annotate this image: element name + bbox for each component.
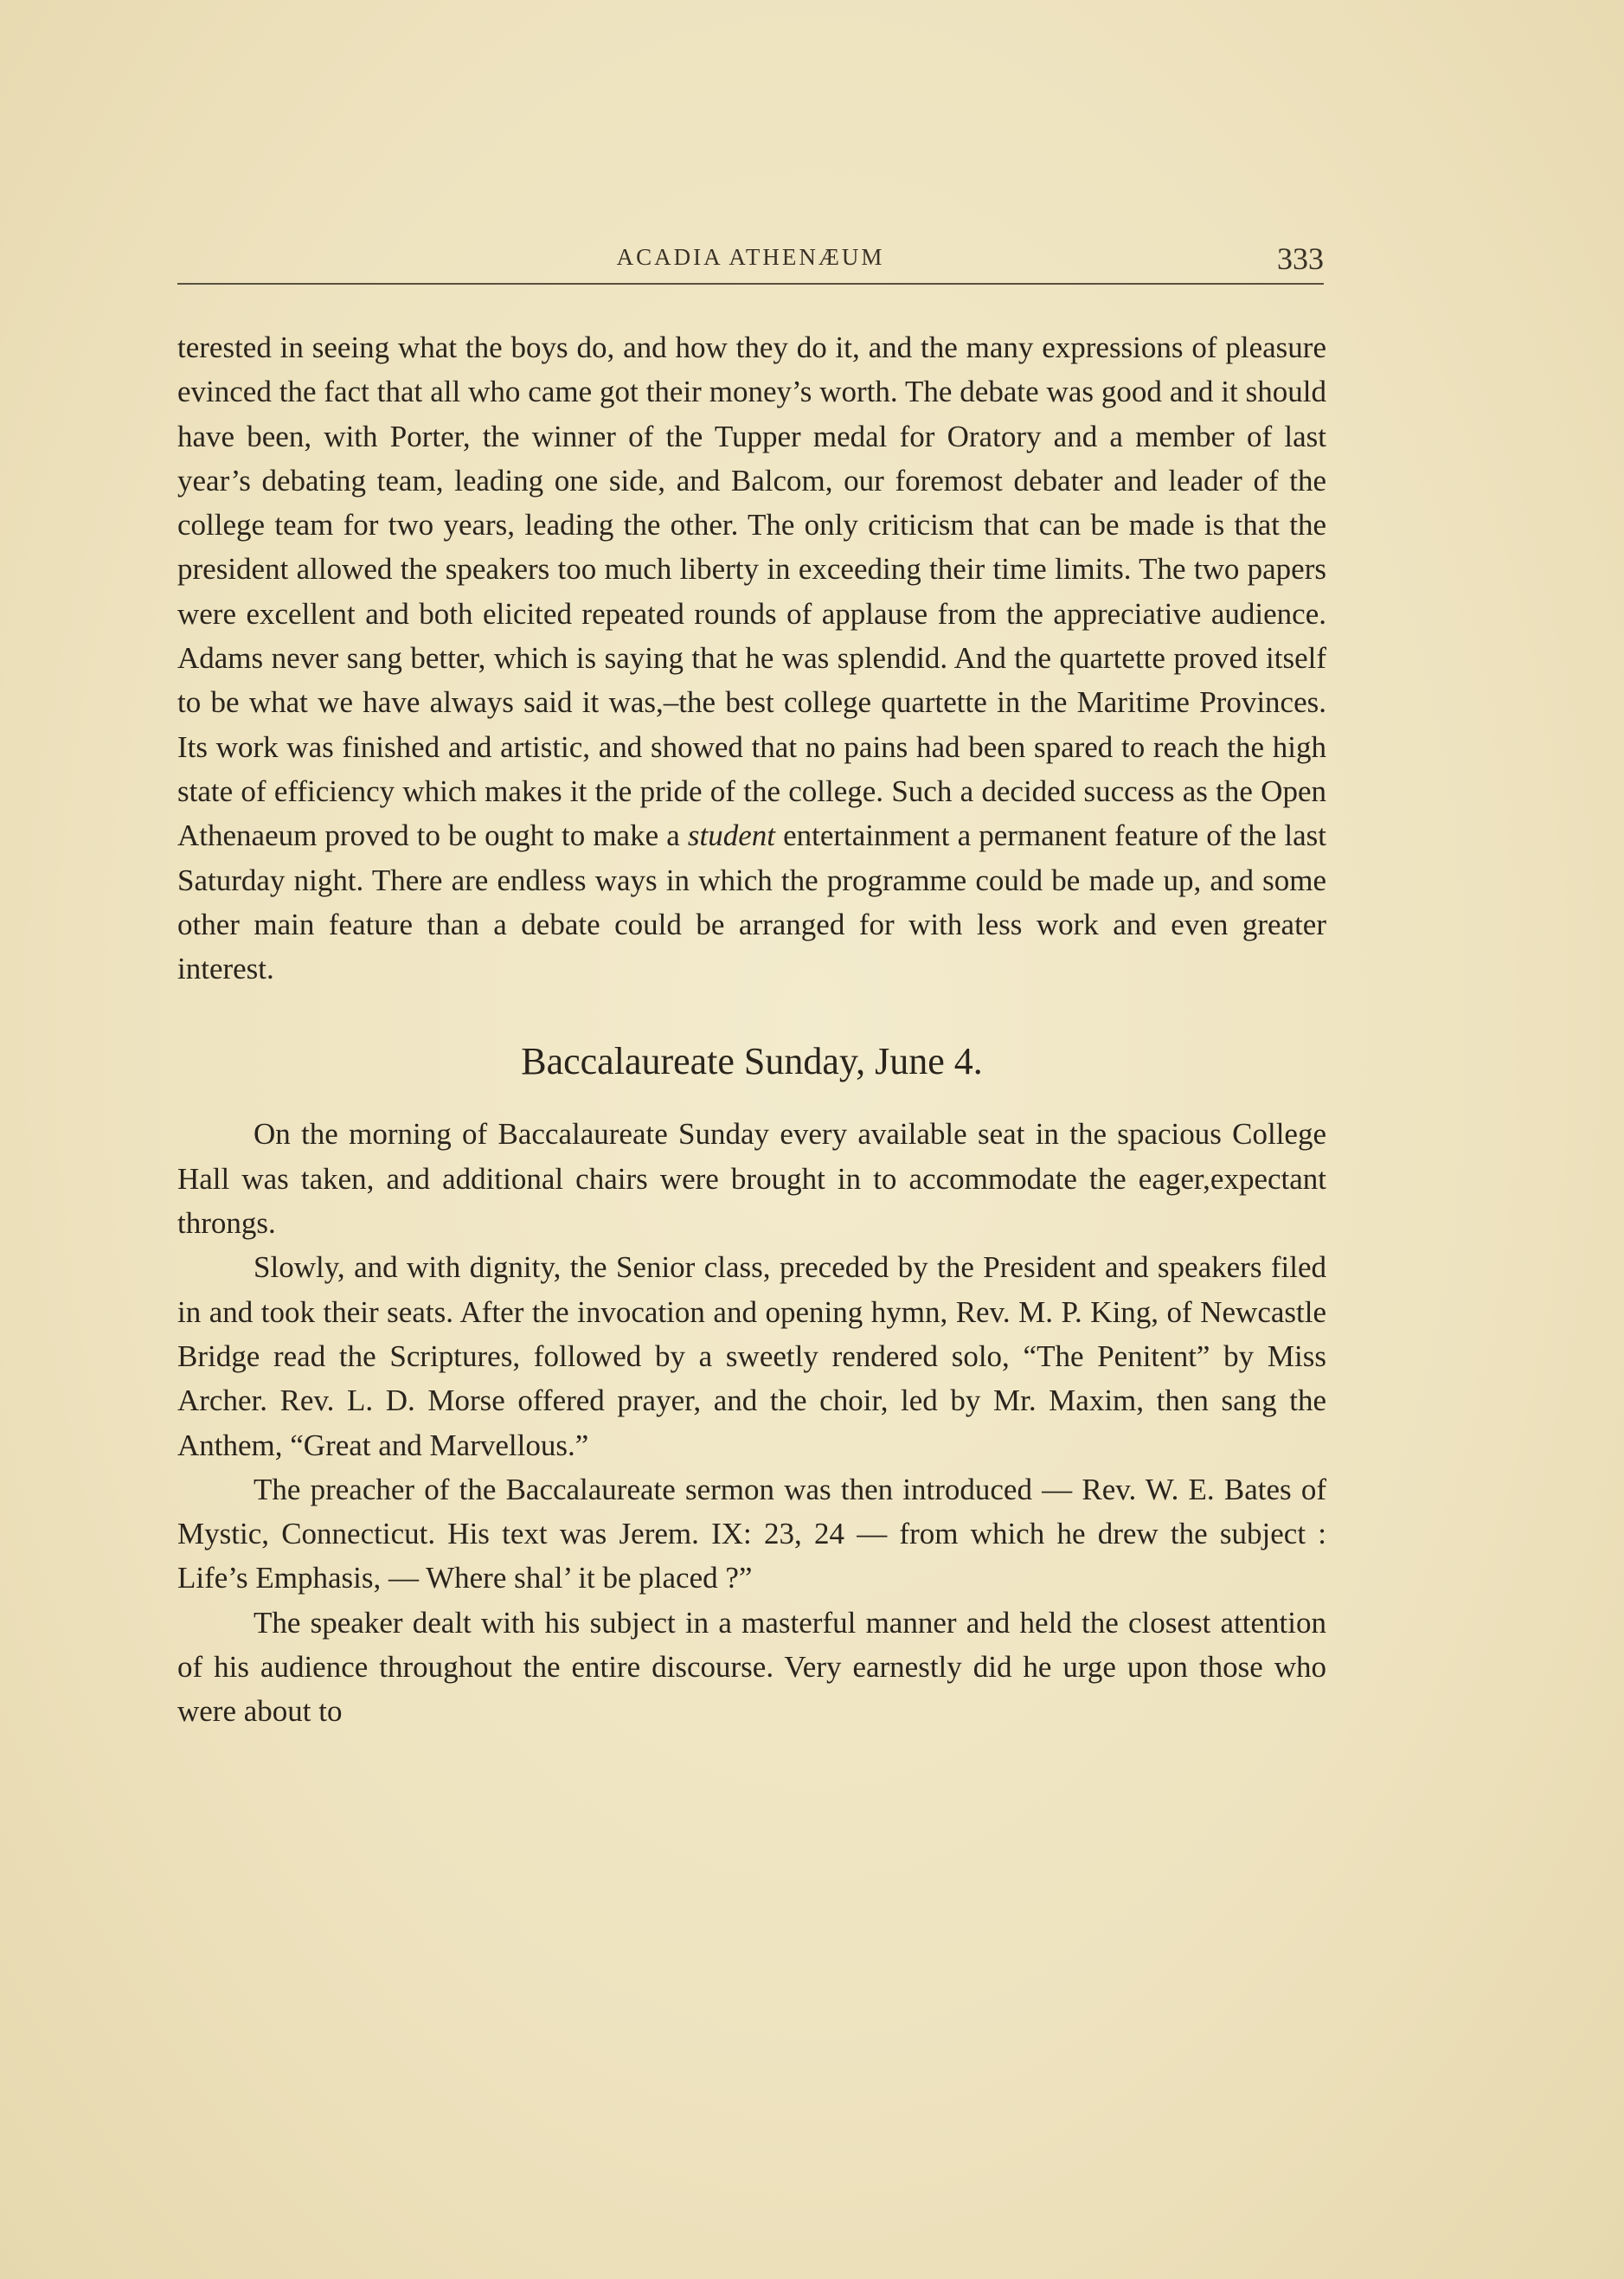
section-paragraph: The preacher of the Baccalaureate sermon was then introduced — Rev. W. E. Bates of Mystic, Connecticut. His text was Jerem. IX: 23, 24 — from which he drew the subject : Life’s Emphasis, — Where shal’ it be placed ?” [177, 1472, 1326, 1595]
paragraph-text: entertainment a permanent feature of the last Saturday night. There are endless ways in which the programme could be made up, and some other main feature than a debate could be arranged for with less work and even greater interest. [177, 819, 1326, 986]
header-rule [177, 283, 1324, 285]
running-head: ACADIA ATHENÆUM [616, 244, 885, 270]
paragraph-text: terested in seeing what the boys do, and how they do it, and the many expressions of pleasure evinced the fact that all who came got their money’s worth. The debate was good and it should have been, with Porter, the winner of the Tupper medal for Oratory and a member of last year’s debating team, leading one side, and Balcom, our foremost debater and leader of the college team for two years, leading the other. The only criticism that can be made is that the president allowed the speakers too much liberty in exceeding their time limits. The two papers were excellent and both elicited repeated rounds of applause from the appreciative audience. Adams never sang better, which is saying that he was splendid. And the quartette proved itself to be what we have always said it was,–the best college quartette in the Maritime Provinces. Its work was finished and artistic, and showed that no pains had been spared to reach the high state of efficiency which makes it the pride of the college. Such a decided success as the Open Athenaeum proved to be ought to make a [177, 331, 1326, 853]
section-heading: Baccalaureate Sunday, June 4. [521, 1040, 983, 1083]
article-body [177, 325, 1326, 1734]
continued-paragraph [177, 325, 1326, 991]
section-paragraph: The speaker dealt with his subject in a masterful manner and held the closest attention of his audience throughout the entire discourse. Very earnestly did he urge upon those who were about to [177, 1605, 1326, 1729]
page-header [177, 241, 1324, 279]
emphasized-word: student [687, 819, 775, 853]
section-paragraph: On the morning of Baccalaureate Sunday every available seat in the spacious College Hall was taken, and additional chairs were brought in to accommodate the eager,expectant throngs. [177, 1117, 1326, 1241]
page-number: 333 [1277, 241, 1324, 276]
section-paragraph: Slowly, and with dignity, the Senior class, preceded by the President and speakers filed in and took their seats. After the invocation and opening hymn, Rev. M. P. King, of Newcastle Bridge read the Scriptures, followed by a sweetly rendered solo, “The Penitent” by Miss Archer. Rev. L. D. Morse offered prayer, and the choir, led by Mr. Maxim, then sang the Anthem, “Great and Marvellous.” [177, 1250, 1326, 1462]
